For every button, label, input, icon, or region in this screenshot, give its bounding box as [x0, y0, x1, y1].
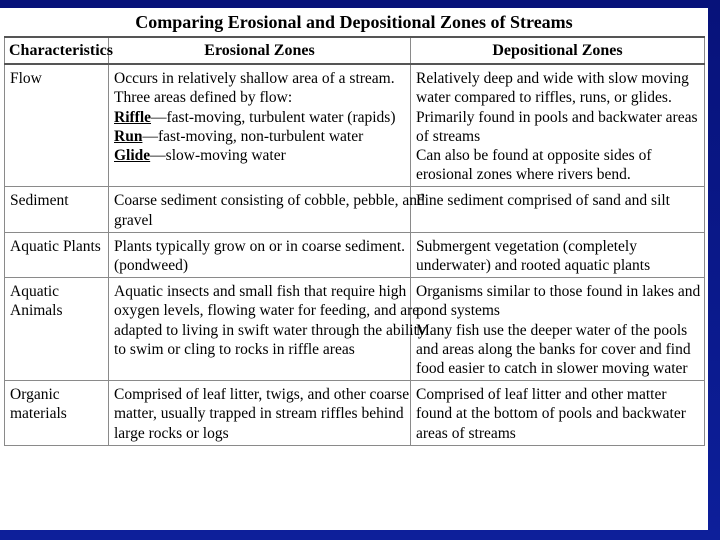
table-row	[5, 278, 705, 381]
cell-line: Many fish use the deeper water of the pools	[416, 321, 688, 339]
cell-line: food easier to catch in slower moving water	[416, 360, 688, 378]
cell-line: adapted to living in swift water through the ability	[114, 321, 426, 339]
cell-line: pond systems	[416, 302, 500, 320]
cell-line: Organisms similar to those found in lakes and	[416, 283, 701, 301]
cell-line: gravel	[114, 211, 153, 229]
depositional-cell	[411, 232, 705, 277]
header-erosional: Erosional Zones	[109, 37, 411, 64]
row-label-line: materials	[10, 405, 67, 423]
glide-definition: —slow-moving water	[150, 147, 286, 165]
row-label-line: Animals	[10, 302, 63, 320]
cell-line: Relatively deep and wide with slow moving	[416, 70, 689, 88]
cell-line	[114, 146, 406, 165]
row-label-line: Aquatic Plants	[10, 237, 101, 255]
riffle-term: Riffle	[114, 108, 152, 126]
row-label-line: Flow	[10, 70, 42, 88]
row-label	[5, 187, 109, 232]
cell-line: Plants typically grow on or in coarse sediment.	[114, 237, 405, 255]
run-definition: —fast-moving, non-turbulent water	[142, 127, 364, 145]
cell-line: Comprised of leaf litter and other matter	[416, 386, 667, 404]
cell-line: (pondweed)	[114, 257, 189, 275]
cell-line: and areas along the banks for cover and find	[416, 340, 691, 358]
header-row	[5, 37, 705, 64]
cell-line: large rocks or logs	[114, 424, 229, 442]
erosional-cell	[109, 278, 426, 381]
comparison-table	[4, 36, 705, 446]
cell-line: to swim or cling to rocks in riffle areas	[114, 340, 355, 358]
row-label-line: Aquatic	[10, 283, 60, 301]
cell-line: Three areas defined by flow:	[114, 89, 293, 107]
slide-sheet	[0, 8, 708, 530]
header-depositional: Depositional Zones	[411, 37, 705, 64]
row-label	[5, 278, 109, 381]
cell-line: oxygen levels, flowing water for feeding, and are	[114, 302, 420, 320]
cell-line: Fine sediment comprised of sand and silt	[416, 192, 670, 210]
depositional-cell	[411, 64, 705, 187]
cell-line: Aquatic insects and small fish that require high	[114, 283, 407, 301]
row-label-line: Sediment	[10, 192, 69, 210]
cell-line	[114, 127, 406, 146]
erosional-cell	[109, 381, 411, 446]
table-row	[5, 64, 705, 187]
cell-line: Submergent vegetation (completely	[416, 237, 637, 255]
cell-line: Can also be found at opposite sides of	[416, 147, 652, 165]
cell-line: areas of streams	[416, 424, 516, 442]
cell-line: water compared to riffles, runs, or glides.	[416, 89, 672, 107]
cell-line: Occurs in relatively shallow area of a stream.	[114, 70, 395, 88]
depositional-cell	[411, 381, 705, 446]
erosional-cell	[109, 187, 425, 232]
erosional-cell	[109, 232, 411, 277]
run-term: Run	[114, 127, 143, 145]
row-label	[5, 232, 109, 277]
row-label-line: Organic	[10, 386, 60, 404]
header-characteristics: Characteristics	[5, 37, 109, 64]
riffle-definition: —fast-moving, turbulent water (rapids)	[151, 108, 396, 126]
cell-line: of streams	[416, 127, 481, 145]
cell-line: Primarily found in pools and backwater areas	[416, 108, 698, 126]
cell-line: found at the bottom of pools and backwater	[416, 405, 686, 423]
glide-term: Glide	[114, 147, 151, 165]
table-row	[5, 381, 705, 446]
depositional-cell	[411, 187, 705, 232]
cell-line: matter, usually trapped in stream riffles behind	[114, 405, 404, 423]
table-title: Comparing Erosional and Depositional Zones of Streams	[135, 12, 573, 32]
table-row	[5, 187, 705, 232]
cell-line	[114, 108, 406, 127]
depositional-cell	[411, 278, 705, 381]
erosional-cell	[109, 64, 411, 187]
row-label	[5, 64, 109, 187]
cell-line: underwater) and rooted aquatic plants	[416, 257, 651, 275]
cell-line: erosional zones where rivers bend.	[416, 166, 631, 184]
table-row	[5, 232, 705, 277]
cell-line: Comprised of leaf litter, twigs, and other coarse	[114, 386, 410, 404]
cell-line: Coarse sediment consisting of cobble, pebble, and	[114, 192, 425, 210]
row-label	[5, 381, 109, 446]
